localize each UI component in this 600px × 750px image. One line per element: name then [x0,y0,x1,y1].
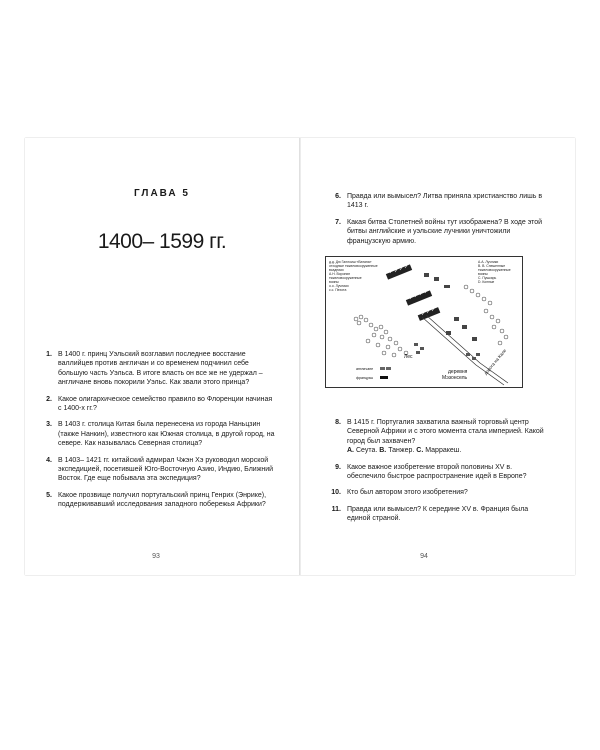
question-1 [36,350,276,388]
army-block [386,264,412,279]
page-number-left: 93 [152,553,160,560]
map-legend-line: всадники [329,268,344,272]
question-text: В 1403 г. столица Китая была перенесена из города Наньцзин (также Нанкин), известного как Южная столица, в другой город, на севере. Как называлась Северная столица? [58,421,275,448]
french-army-blocks [386,264,441,321]
road-label: дорога на Кале [482,347,508,376]
map-legend-line: воины [478,272,488,276]
left-page [25,138,299,575]
question-text: Какое прозвище получил португальский принц Генрих (Энрике), поддерживавший исследования западного побережья Африки? [58,491,267,509]
unit-mark [446,331,451,335]
question-number: 4. [46,456,52,464]
right-page [301,138,575,575]
map-legend-line: А.А. Лучники [478,260,499,264]
question-number: 2. [46,395,52,403]
army-block [406,290,432,305]
question-text: Кто был автором этого изобретения? [347,489,468,497]
legend-english-label: англичане [356,367,374,371]
map-legend-line: воины [329,280,339,284]
question-7 [325,218,549,246]
legend-english-swatch [380,367,385,370]
question-text: Правда или вымысел? Литва приняла христианство лишь в 1413 г. [347,193,543,210]
question-3 [36,420,276,448]
map-legend-line: тяжеловооруженные [329,276,362,280]
map-legend-line: с.с. Пехота [329,288,347,292]
question-text: В 1415 г. Португалия захватила важный торговый центр Северной Африки и с этого момента стала империей. Какой город был захвачен? [347,419,544,445]
legend-french-label: французы [356,376,374,380]
question-text: Какая битва Столетней войны тут изображена? В ходе этой битвы английские и уэльские лучники уничтожили французскую армию. [347,218,543,245]
unit-mark [434,277,439,281]
question-4 [36,456,276,484]
question-number: 10. [331,489,341,497]
forest-right [464,285,508,345]
map-legend-line: D. Конные [478,280,495,284]
unit-mark [424,273,429,277]
map-legend-line: С. Пушкарь [478,276,497,280]
question-text: Какое важное изобретение второй половины XV в. обеспечило быстрое распространение идей в Европе? [347,463,527,481]
unit-mark [454,317,459,321]
map-legend-bottom [356,367,391,380]
question-text: Правда или вымысел? К середине XV в. Франция была единой страной. [347,505,529,523]
battle-map [325,256,523,388]
unit-mark [444,285,450,288]
question-9 [325,463,549,482]
page-number-right: 94 [420,553,428,560]
question-6 [325,192,549,211]
option-label: Марракеш. [425,447,462,455]
question-list-right-bottom [325,418,549,531]
english-units [424,273,477,341]
map-legend-line: В. В. Спешенные [478,264,506,268]
question-list-left [36,350,276,517]
option-letter: А. [347,447,354,455]
village-houses [414,343,480,360]
question-5 [36,491,276,510]
question-number: 8. [335,419,341,426]
chapter-label: ГЛАВА 5 [134,188,190,199]
map-legend-line: А.Н. Воронин [329,272,351,276]
army-block [418,307,441,321]
battle-map-svg [326,257,522,387]
question-number: 3. [46,421,52,429]
village-name-label: Мэзонсель [442,375,468,381]
map-legend-line: о.о. Лучники [329,284,349,288]
question-8 [325,418,549,456]
book-spread [25,138,575,575]
question-number: 5. [46,491,52,499]
question-number: 11. [331,505,341,513]
question-number: 7. [335,218,341,226]
map-legend-top-right [478,260,511,284]
unit-mark [462,325,467,329]
question-number: 6. [335,193,341,200]
option-label: Танжер. [388,447,415,455]
question-text: Какое олигархическое семейство правило во Флоренции начиная с 1400-х гг.? [58,395,273,413]
map-legend-line: д.д. Дю Галлоиш «Ватана» [329,260,372,264]
legend-english-swatch [386,367,391,370]
question-11 [325,505,549,524]
question-list-right-top [325,192,549,253]
map-legend-line: отходные тяжеловооруженные [329,264,378,268]
forest-label: Лес [404,354,413,360]
answer-options [347,446,549,455]
option-label: Сеута. [355,447,378,455]
forest-left [354,315,408,357]
map-legend-line: тяжеловооруженные [478,268,511,272]
map-legend-top-left [329,260,378,292]
question-2 [36,395,276,414]
unit-mark [472,337,477,341]
option-letter: С. [416,447,424,455]
question-number: 1. [46,351,52,358]
question-10 [325,488,549,497]
chapter-title: 1400– 1599 гг. [97,230,227,253]
question-text: В 1403– 1421 гг. китайский адмирал Чжэн Хэ руководил морской экспедицией, посетившей Юго-Восточную Азию, Индию, Ближний Восток. Где еще побывала эта экспедиция? [58,456,274,483]
question-number: 9. [335,463,341,471]
option-letter: В. [379,447,387,455]
legend-french-swatch [380,376,388,379]
question-text: В 1400 г. принц Уэльский возглавил последнее восстание валлийцев против англичан и со временем подчинил себе большую часть Уэльса. В итоге власть он все же не удержал – англичане вновь покорили Уэльс. Как звали этого принца? [58,351,263,387]
village-label: деревня [448,369,468,375]
